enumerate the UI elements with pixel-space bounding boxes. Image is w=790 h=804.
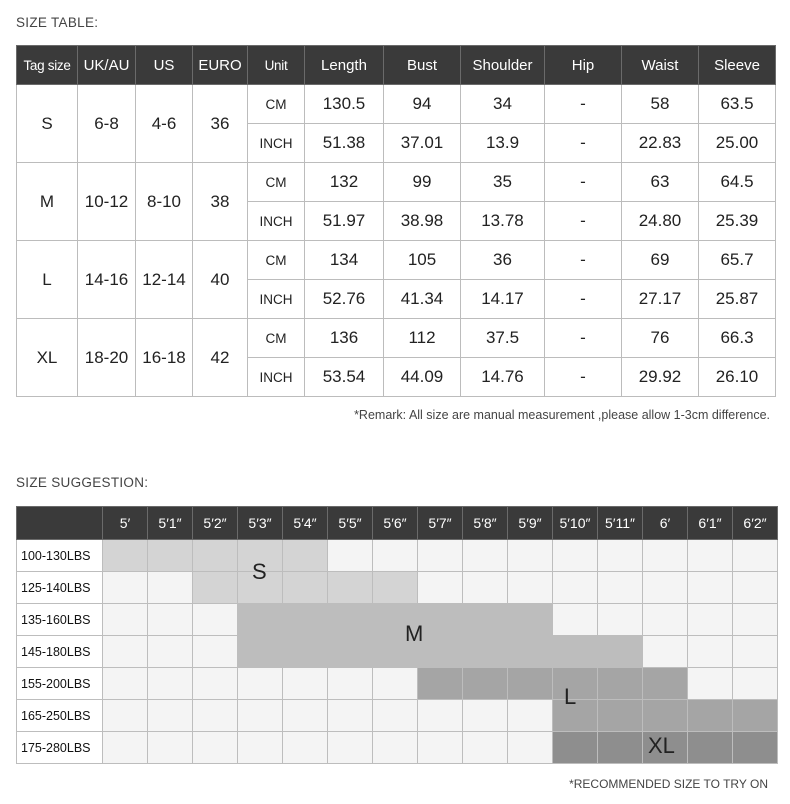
unit-cell: INCH [248,202,305,241]
height-header: 5′1″ [148,507,193,540]
grid-cell [373,700,418,732]
grid-cell [148,604,193,636]
height-header: 5′11″ [598,507,643,540]
grid-cell [553,540,598,572]
size-us-cell: 12-14 [136,241,193,319]
grid-cell [148,700,193,732]
unit-cell: INCH [248,280,305,319]
size-uk-cell: 6-8 [78,85,136,163]
size-euro-cell: 42 [193,319,248,397]
grid-cell [373,732,418,764]
measurement-cell: 136 [305,319,384,358]
size-tag-cell: XL [17,319,78,397]
measurement-cell: 37.5 [461,319,545,358]
grid-cell [148,668,193,700]
grid-cell [688,668,733,700]
height-header: 5′5″ [328,507,373,540]
grid-cell [463,732,508,764]
height-header: 6′1″ [688,507,733,540]
grid-row [17,572,778,604]
column-header: UK/AU [78,46,136,85]
size-uk-cell: 18-20 [78,319,136,397]
zone-cell-m [463,636,508,668]
column-header: Sleeve [699,46,776,85]
size-tag-cell: S [17,85,78,163]
unit-cell: CM [248,241,305,280]
zone-cell-s [328,572,373,604]
height-header: 5′ [103,507,148,540]
grid-cell [328,700,373,732]
measurement-cell: 58 [622,85,699,124]
grid-cell [193,732,238,764]
grid-cell [688,636,733,668]
column-header: Length [305,46,384,85]
size-euro-cell: 36 [193,85,248,163]
grid-cell [508,540,553,572]
grid-row [17,636,778,668]
grid-cell [643,636,688,668]
zone-cell-xl [733,732,778,764]
grid-cell [688,540,733,572]
grid-cell [733,572,778,604]
grid-cell [418,700,463,732]
zone-cell-xl [688,732,733,764]
size-tag-cell: M [17,163,78,241]
zone-cell-s [193,572,238,604]
measurement-cell: 65.7 [699,241,776,280]
measurement-cell: 44.09 [384,358,461,397]
grid-cell [238,732,283,764]
table-row [17,163,776,202]
measurement-cell: 66.3 [699,319,776,358]
height-header: 5′4″ [283,507,328,540]
zone-cell-l [598,668,643,700]
column-header: Waist [622,46,699,85]
grid-cell [463,700,508,732]
measurement-cell: - [545,124,622,163]
zone-cell-l [463,668,508,700]
column-header: US [136,46,193,85]
grid-cell [193,668,238,700]
measurement-cell: 14.76 [461,358,545,397]
measurement-cell: 35 [461,163,545,202]
zone-cell-s [283,540,328,572]
zone-cell-l [643,700,688,732]
zone-cell-m [238,604,283,636]
measurement-cell: 29.92 [622,358,699,397]
grid-cell [733,604,778,636]
measurement-cell: 36 [461,241,545,280]
size-us-cell: 16-18 [136,319,193,397]
grid-cell [418,572,463,604]
zone-cell-m [553,636,598,668]
zone-cell-xl [598,732,643,764]
measurement-cell: 13.9 [461,124,545,163]
column-header: Unit [248,46,305,85]
height-header: 6′2″ [733,507,778,540]
grid-cell [238,668,283,700]
weight-label: 165-250LBS [17,700,103,732]
corner-cell [17,507,103,540]
grid-row [17,700,778,732]
measurement-cell: 76 [622,319,699,358]
weight-label: 125-140LBS [17,572,103,604]
size-table-title: SIZE TABLE: [16,15,99,30]
grid-cell [553,572,598,604]
zone-cell-m [328,604,373,636]
zone-cell-l [598,700,643,732]
grid-cell [103,636,148,668]
grid-cell [508,700,553,732]
height-header: 5′6″ [373,507,418,540]
zone-cell-s [103,540,148,572]
zone-cell-xl [553,732,598,764]
grid-cell [193,700,238,732]
grid-row [17,604,778,636]
size-uk-cell: 14-16 [78,241,136,319]
grid-cell [463,540,508,572]
grid-cell [508,572,553,604]
column-header: Tag size [17,46,78,85]
measurement-cell: 25.39 [699,202,776,241]
measurement-cell: 134 [305,241,384,280]
zone-cell-l [688,700,733,732]
zone-cell-m [508,604,553,636]
zone-cell-l [643,668,688,700]
grid-cell [193,604,238,636]
measurement-cell: 99 [384,163,461,202]
measurement-cell: 94 [384,85,461,124]
measurement-cell: 13.78 [461,202,545,241]
size-suggestion-title: SIZE SUGGESTION: [16,475,149,490]
grid-cell [733,668,778,700]
zone-cell-s [373,572,418,604]
grid-cell [148,636,193,668]
size-tag-cell: L [17,241,78,319]
measurement-remark: *Remark: All size are manual measurement ,please allow 1-3cm difference. [354,408,770,422]
grid-cell [418,732,463,764]
measurement-cell: - [545,163,622,202]
measurement-cell: 25.87 [699,280,776,319]
zone-label-s: S [252,559,267,584]
grid-cell [283,668,328,700]
unit-cell: CM [248,85,305,124]
size-us-cell: 8-10 [136,163,193,241]
measurement-cell: 38.98 [384,202,461,241]
measurement-cell: 52.76 [305,280,384,319]
grid-cell [283,732,328,764]
zone-label-l: L [564,684,577,709]
unit-cell: INCH [248,124,305,163]
measurement-cell: 26.10 [699,358,776,397]
measurement-cell: 63.5 [699,85,776,124]
height-header: 5′10″ [553,507,598,540]
grid-cell [238,700,283,732]
grid-cell [103,604,148,636]
zone-cell-m [283,636,328,668]
grid-cell [598,540,643,572]
unit-cell: INCH [248,358,305,397]
zone-cell-s [193,540,238,572]
measurement-cell: 64.5 [699,163,776,202]
zone-label-xl: XL [648,733,675,758]
grid-cell [553,604,598,636]
measurement-cell: 34 [461,85,545,124]
grid-cell [193,636,238,668]
grid-cell [463,572,508,604]
measurement-cell: 63 [622,163,699,202]
measurement-cell: 41.34 [384,280,461,319]
column-header: Shoulder [461,46,545,85]
unit-cell: CM [248,163,305,202]
grid-cell [643,572,688,604]
grid-row [17,668,778,700]
measurement-cell: - [545,85,622,124]
grid-cell [328,668,373,700]
measurement-cell: - [545,202,622,241]
grid-cell [103,572,148,604]
size-euro-cell: 40 [193,241,248,319]
zone-cell-m [598,636,643,668]
height-header: 5′7″ [418,507,463,540]
weight-label: 135-160LBS [17,604,103,636]
measurement-cell: 51.97 [305,202,384,241]
weight-label: 145-180LBS [17,636,103,668]
measurement-cell: - [545,241,622,280]
size-euro-cell: 38 [193,163,248,241]
height-header: 5′3″ [238,507,283,540]
grid-cell [103,732,148,764]
zone-cell-m [283,604,328,636]
grid-cell [733,540,778,572]
measurement-cell: 130.5 [305,85,384,124]
weight-label: 175-280LBS [17,732,103,764]
zone-cell-l [418,668,463,700]
measurement-cell: 53.54 [305,358,384,397]
grid-cell [643,604,688,636]
measurement-cell: 112 [384,319,461,358]
column-header: Bust [384,46,461,85]
grid-cell [328,540,373,572]
zone-cell-s [148,540,193,572]
measurement-cell: - [545,280,622,319]
measurement-cell: 27.17 [622,280,699,319]
grid-cell [733,636,778,668]
size-us-cell: 4-6 [136,85,193,163]
grid-row [17,540,778,572]
zone-cell-l [508,668,553,700]
table-row [17,85,776,124]
table-row [17,241,776,280]
zone-cell-m [418,604,463,636]
zone-cell-s [283,572,328,604]
zone-cell-m [328,636,373,668]
grid-cell [688,572,733,604]
grid-cell [508,732,553,764]
zone-cell-m [463,604,508,636]
zone-cell-m [238,636,283,668]
column-header: EURO [193,46,248,85]
measurement-cell: 25.00 [699,124,776,163]
grid-cell [598,604,643,636]
grid-cell [643,540,688,572]
grid-cell [148,572,193,604]
unit-cell: CM [248,319,305,358]
size-table [16,45,776,397]
measurement-cell: 37.01 [384,124,461,163]
height-header: 5′8″ [463,507,508,540]
measurement-cell: 105 [384,241,461,280]
zone-label-m: M [405,621,424,646]
size-uk-cell: 10-12 [78,163,136,241]
measurement-cell: 69 [622,241,699,280]
measurement-cell: - [545,319,622,358]
grid-cell [373,540,418,572]
zone-cell-m [418,636,463,668]
measurement-cell: 24.80 [622,202,699,241]
measurement-cell: 132 [305,163,384,202]
column-header: Hip [545,46,622,85]
recommend-note: *RECOMMENDED SIZE TO TRY ON [569,777,768,791]
grid-cell [328,732,373,764]
grid-cell [103,668,148,700]
measurement-cell: 51.38 [305,124,384,163]
grid-cell [283,700,328,732]
measurement-cell: - [545,358,622,397]
zone-cell-m [508,636,553,668]
height-header: 5′2″ [193,507,238,540]
grid-cell [103,700,148,732]
grid-cell [598,572,643,604]
grid-cell [418,540,463,572]
table-row [17,319,776,358]
weight-label: 100-130LBS [17,540,103,572]
grid-cell [373,668,418,700]
measurement-cell: 22.83 [622,124,699,163]
weight-label: 155-200LBS [17,668,103,700]
grid-cell [688,604,733,636]
measurement-cell: 14.17 [461,280,545,319]
height-header: 5′9″ [508,507,553,540]
grid-cell [148,732,193,764]
size-suggestion-grid [16,506,778,764]
zone-cell-l [733,700,778,732]
height-header: 6′ [643,507,688,540]
